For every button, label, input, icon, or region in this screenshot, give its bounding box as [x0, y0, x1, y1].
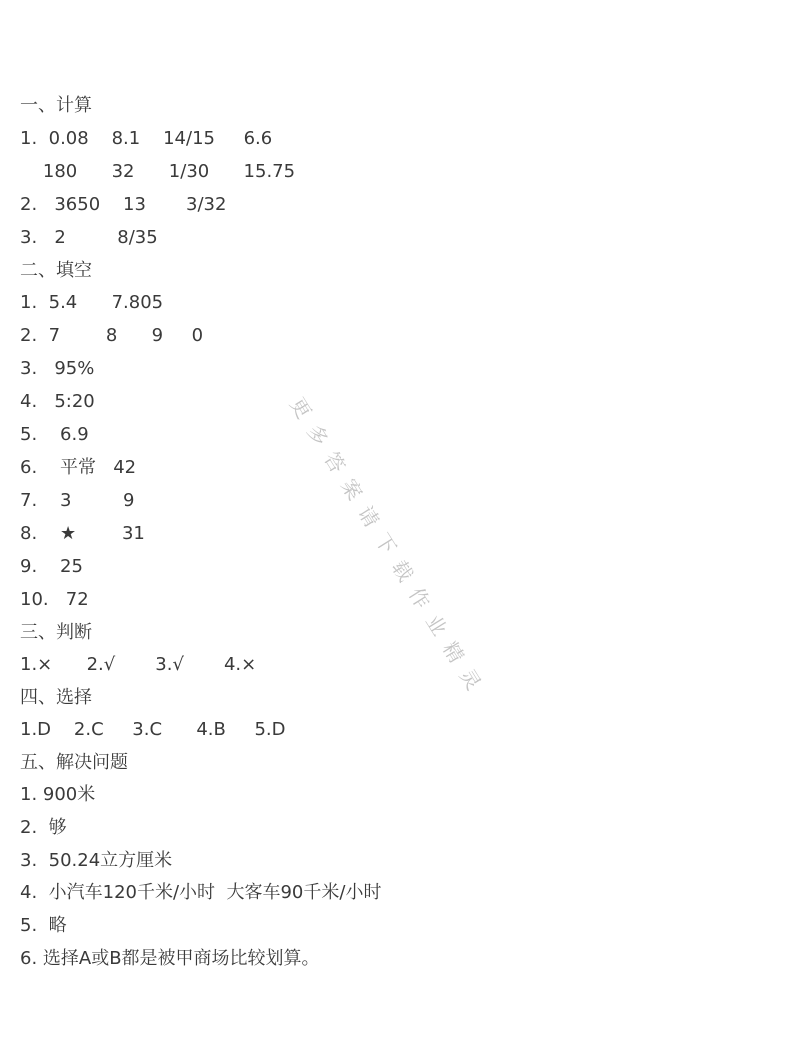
answer-line: 1. 5.4 7.805: [20, 292, 164, 313]
answer-line: 9. 25: [20, 556, 83, 577]
answer-line: 2. 3650 13 3/32: [20, 194, 227, 215]
answer-line: 1. 900米: [20, 784, 96, 805]
answer-line: 1.× 2.√ 3.√ 4.×: [20, 654, 257, 675]
answer-line: 6. 平常 42: [20, 457, 137, 478]
answer-line: 1.D 2.C 3.C 4.B 5.D: [20, 719, 286, 740]
answer-line: 3. 95%: [20, 358, 95, 379]
answer-line: 4. 小汽车120千米/小时 大客车90千米/小时: [20, 882, 382, 903]
answer-line: 7. 3 9: [20, 490, 135, 511]
answer-line: 5. 略: [20, 915, 67, 936]
section-heading-calculation: 一、计算: [20, 95, 92, 116]
section-heading-true-false: 三、判断: [20, 622, 92, 643]
answer-line: 3. 2 8/35: [20, 227, 158, 248]
answer-line: 1. 0.08 8.1 14/15 6.6: [20, 128, 273, 149]
answer-line: 180 32 1/30 15.75: [20, 161, 296, 182]
answer-line: 8. ★ 31: [20, 523, 145, 544]
watermark: 更多答案请下载作业精灵: [285, 393, 493, 705]
answer-line: 5. 6.9: [20, 424, 89, 445]
answer-line: 4. 5:20: [20, 391, 95, 412]
section-heading-fill-blank: 二、填空: [20, 260, 92, 281]
answer-line: 3. 50.24立方厘米: [20, 850, 173, 871]
answer-line: 2. 够: [20, 817, 67, 838]
section-heading-problem-solving: 五、解决问题: [20, 752, 128, 773]
answer-line: 2. 7 8 9 0: [20, 325, 204, 346]
answer-line: 6. 选择A或B都是被甲商场比较划算。: [20, 948, 320, 969]
section-heading-choice: 四、选择: [20, 687, 92, 708]
answer-line: 10. 72: [20, 589, 89, 610]
